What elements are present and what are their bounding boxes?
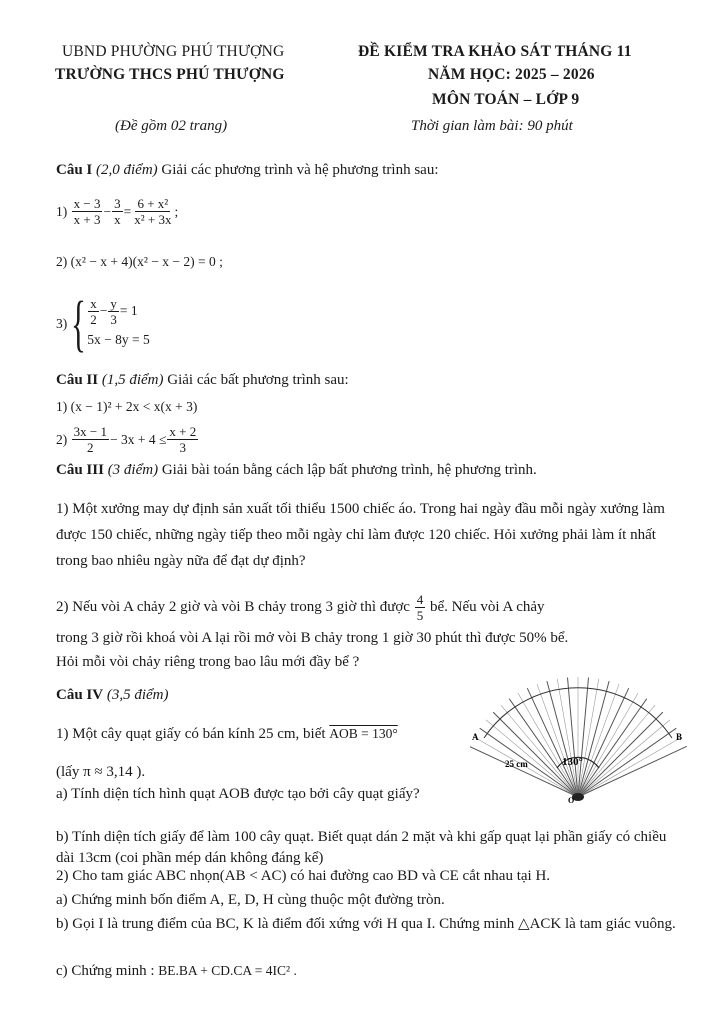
school-name: TRƯỜNG THCS PHÚ THƯỢNG <box>55 66 285 83</box>
question-2-points: (1,5 điểm) <box>101 372 164 388</box>
question-3-text: Giải bài toán bằng cách lập bất phương trình, hệ phương trình. <box>161 462 537 478</box>
fraction: $\frac{x - 3}{x + 3}$ <box>73 196 101 227</box>
q3-part-2-line3: Hỏi mỗi vòi chảy riêng trong bao lâu mới đầy bể ? <box>56 654 360 670</box>
q4-part-1-intro: 1) Một cây quạt giấy có bán kính 25 cm, biết AOB = 130° <box>56 726 398 742</box>
exam-title: ĐỀ KIỂM TRA KHẢO SÁT THÁNG 11 <box>358 43 632 60</box>
question-2-title: Câu II <box>56 372 99 388</box>
question-1-text: Giải các phương trình và hệ phương trình sau: <box>161 162 439 178</box>
time-allowed: Thời gian làm bài: 90 phút <box>411 118 573 134</box>
label-b: B <box>676 732 683 742</box>
q4-part-2b: b) Gọi I là trung điểm của BC, K là điểm đối xứng với H qua I. Chứng minh △ACK là tam giác vuông. <box>56 916 676 932</box>
angle-aob: AOB = 130° <box>329 726 398 741</box>
question-2-heading <box>56 372 349 389</box>
radius-label: 25 cm <box>505 759 528 769</box>
question-4-title: Câu IV <box>56 687 104 703</box>
q4-part-2: 2) Cho tam giác ABC nhọn(AB < AC) có hai đường cao BD và CE cắt nhau tại H. <box>56 868 551 884</box>
fan-rib <box>578 688 629 797</box>
question-3-title: Câu III <box>56 462 104 478</box>
subject: MÔN TOÁN – LỚP 9 <box>432 91 580 108</box>
q4-part-1b: b) Tính diện tích giấy để làm 100 cây quạt. Biết quạt dán 2 mặt và khi gấp quạt lại phần giấy có chiều dài 13cm (coi phần mép dán không đáng kể) <box>56 829 667 866</box>
question-4-heading <box>56 687 169 704</box>
q2-part-2: 2) $\frac{3x - 1}{2}$ − 3x + 4 ≤ $\frac{x + 2}{3}$ <box>56 424 197 455</box>
fan-rib <box>578 737 682 797</box>
label-a: A <box>472 732 479 742</box>
q4-part-2a: a) Chứng minh bốn điểm A, E, D, H cùng thuộc một đường tròn. <box>56 892 445 908</box>
label-o: O <box>568 796 575 805</box>
q3-part-1: 1) Một xưởng may dự định sản xuất tối thiểu 1500 chiếc áo. Trong hai ngày đầu mỗi ngày xưởng làm được 150 chiếc, những ngày tiếp theo mỗi ngày chỉ làm được 120 chiếc. Hỏi xưởng phải làm ít nhất trong bao nhiêu ngày nữa để đạt dự định? <box>56 501 665 569</box>
q1-part-1: 1) $\frac{x - 3}{x + 3}$ − $\frac{3}{x}$ = $\frac{\text{6 + x²}}{\text{x² + 3x}}$ ; <box>56 196 179 227</box>
question-2-text: Giải các bất phương trình sau: <box>167 372 349 388</box>
school-year: NĂM HỌC: 2025 – 2026 <box>428 66 595 83</box>
question-3-points: (3 điểm) <box>107 462 159 478</box>
question-4-points: (3,5 điểm) <box>106 687 169 703</box>
paper-fan-figure <box>470 670 690 810</box>
q1-part-2: 2) (x² − x + 4)(x² − x − 2) = 0 ; <box>56 254 223 269</box>
q1-part-3-system: 3) { $\frac{x}{2}$ − $\frac{y}{3}$ = 1 5x − 8y = 5 <box>56 290 150 358</box>
q4-part-1a: a) Tính diện tích hình quạt AOB được tạo bởi cây quạt giấy? <box>56 786 420 802</box>
question-1-heading <box>56 162 438 179</box>
fraction: $\frac{\text{6 + x²}}{\text{x² + 3x}}$ <box>134 196 172 227</box>
fan-rib <box>578 746 687 797</box>
fan-ribs <box>470 677 687 797</box>
q3-part-2-line1: 2) Nếu vòi A chảy 2 giờ và vòi B chảy trong 3 giờ thì được $\frac{4}{5}$ bể. Nếu vòi A chảy <box>56 592 545 623</box>
fraction: $\frac{3}{x}$ <box>114 196 121 227</box>
fan-rib <box>470 746 578 797</box>
question-1-points: (2,0 điểm) <box>96 162 158 178</box>
fan-rib <box>527 688 578 797</box>
q3-part-2-line2: trong 3 giờ rồi khoá vòi A lại rồi mở vòi B chảy trong 1 giờ 30 phút thì được 50% bể. <box>56 630 569 646</box>
question-1-title: Câu I <box>56 162 93 178</box>
page-count-note: (Đề gồm 02 trang) <box>115 118 228 134</box>
q2-part-1: 1) (x − 1)² + 2x < x(x + 3) <box>56 399 198 414</box>
part-number: 1) <box>56 203 68 219</box>
angle-label: 130° <box>562 756 583 768</box>
question-3-heading <box>56 462 537 479</box>
q4-pi-note: (lấy π ≈ 3,14 ). <box>56 764 146 780</box>
q4-part-2c: c) Chứng minh : BE.BA + CD.CA = 4IC² . <box>56 963 297 979</box>
district-name: UBND PHƯỜNG PHÚ THƯỢNG <box>62 43 285 60</box>
system-brace: { <box>71 290 87 358</box>
